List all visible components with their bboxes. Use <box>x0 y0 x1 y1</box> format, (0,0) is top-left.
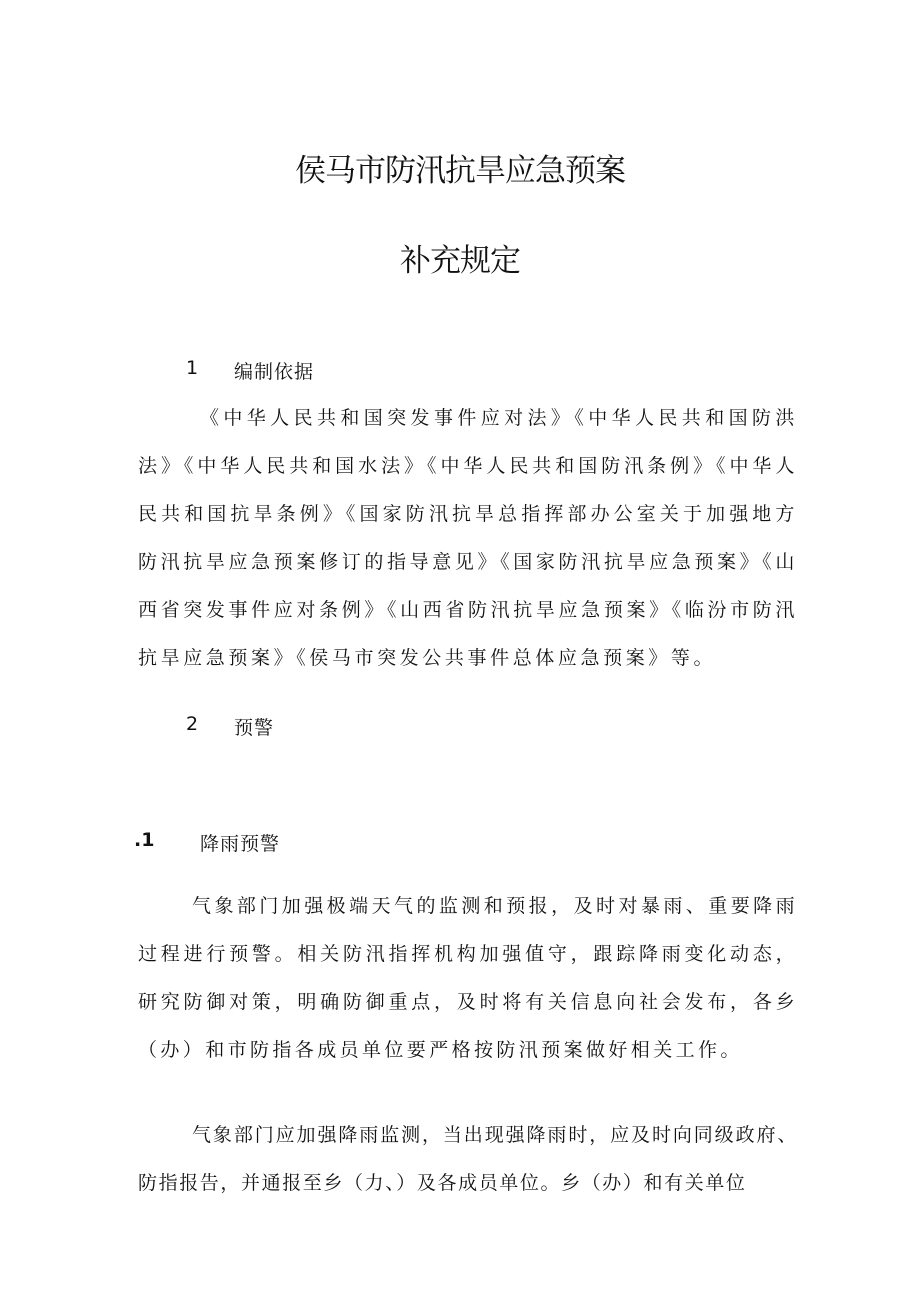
document-subtitle: 补充规定 <box>400 243 520 279</box>
section-number: 1 <box>186 357 199 379</box>
section-title: 降雨预警 <box>200 833 281 855</box>
subsection-paragraph-1: 气象部门加强极端天气的监测和预报，及时对暴雨、重要降雨过程进行预警。相关防汛指挥机构加强值守，跟踪降雨变化动态，研究防御对策，明确防御重点，及时将有关信息向社会发布，各乡（办）和市防指各成员单位要严格按防汛预案做好相关工作。 <box>138 895 798 1061</box>
section-number: .1 <box>134 829 155 851</box>
section-number: 2 <box>186 713 199 735</box>
document-title: 侯马市防汛抗旱应急预案 <box>295 153 625 189</box>
subsection-paragraph-2: 气象部门应加强降雨监测，当出现强降雨时，应及时向同级政府、防指报告，并通报至乡（力、）及各成员单位。乡（办）和有关单位 <box>138 1124 798 1194</box>
section-title: 编制依据 <box>234 361 315 383</box>
section-title: 预警 <box>234 717 275 739</box>
section-1-paragraph: 《中华人民共和国突发事件应对法》《中华人民共和国防洪法》《中华人民共和国水法》《中华人民共和国防汛条例》《中华人民共和国抗旱条例》《国家防汛抗旱总指挥部办公室关于加强地方防汛抗旱应急预案修订的指导意见》《国家防汛抗旱应急预案》《山西省突发事件应对条例》《山西省防汛抗旱应急预案》《临汾市防汛抗旱应急预案》《侯马市突发公共事件总体应急预案》等。 <box>138 407 798 669</box>
